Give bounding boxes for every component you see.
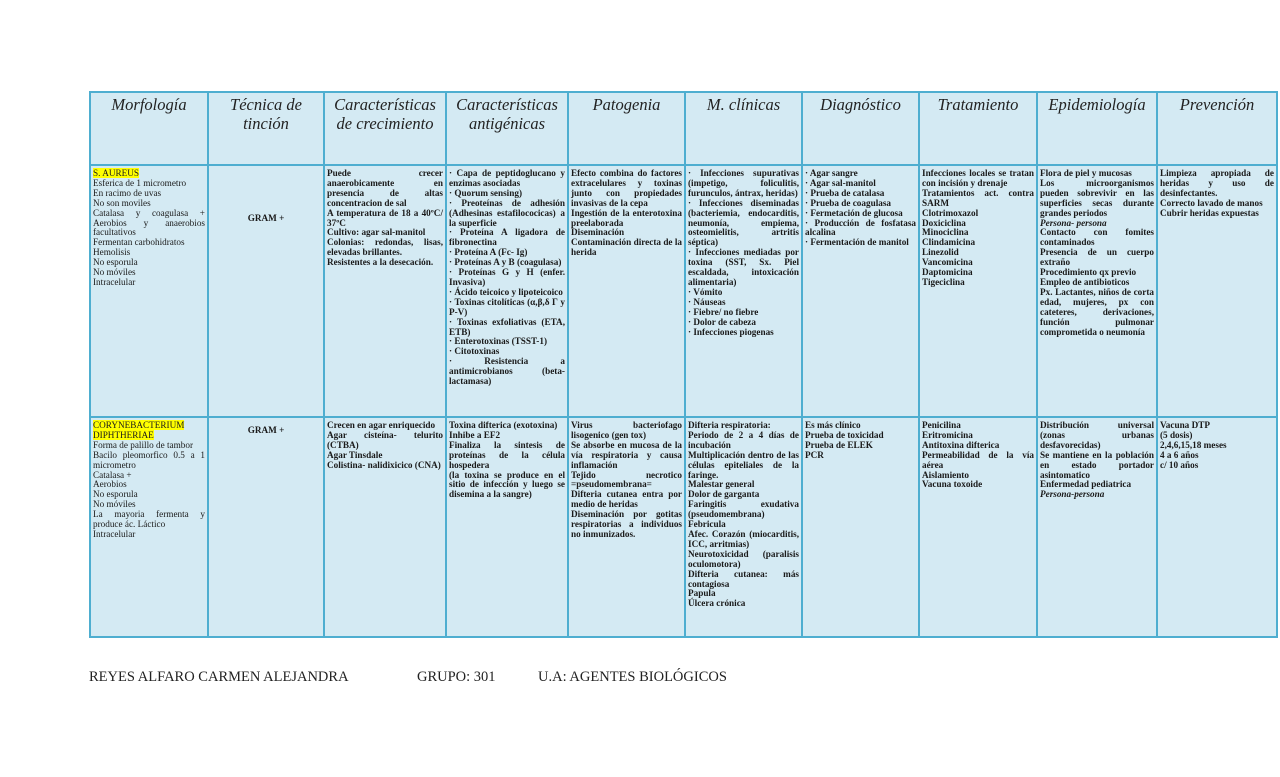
cell-line: Faringitis exudativa (pseudomembrana) <box>688 499 799 520</box>
cell-antigenicas <box>446 417 568 637</box>
header-epidemiologia: Epidemiología <box>1037 92 1157 165</box>
cell-line: Permeabilidad de la vía aérea <box>922 449 1034 470</box>
cell-line: Ingestión de la enterotoxina preelaborada <box>571 207 682 228</box>
organism-name: S. AUREUS <box>93 168 139 178</box>
cell-line: Catalasa y coagulasa + Aerobios y anaerobios facultativos <box>93 207 205 238</box>
cell-line: Bacilo pleomorfico 0.5 a 1 micrometro <box>93 449 205 470</box>
cell-line: · Resistencia a antimicrobianos (beta- lactamasa) <box>449 356 565 387</box>
cell-line: Infecciones locales se tratan con incisión y drenaje <box>922 168 1034 188</box>
header-morfologia: Morfología <box>90 92 208 165</box>
cell-line: Minociclina <box>922 227 969 238</box>
cell-line: Dolor de garganta <box>688 489 760 500</box>
cell-line: Aerobios <box>93 479 127 490</box>
cell-line: Papula <box>688 588 716 599</box>
cell-line: PCR <box>805 449 824 460</box>
cell-line: Correcto lavado de manos <box>1160 197 1263 208</box>
cell-line: Intracelular <box>93 528 136 539</box>
cell-line: Procedimiento qx previo <box>1040 267 1137 278</box>
group-label: GRUPO: 301 <box>417 669 496 685</box>
cell-line: c/ 10 años <box>1160 459 1199 470</box>
cell-line: Es más clínico <box>805 420 861 430</box>
cell-line: Los microorganismos pueden sobrevivir en las superficies secas durante grandes periodos <box>1040 177 1154 218</box>
cell-line: · Enterotoxinas (TSST-1) <box>449 336 548 347</box>
bacteria-summary-table <box>89 91 1278 638</box>
cell-line: Hemolisis <box>93 247 131 258</box>
cell-line: Finaliza la sintesis de proteínas de la célula hospedera <box>449 439 565 470</box>
cell-line: Vancomicina <box>922 257 973 268</box>
cell-line: No esporula <box>93 489 138 500</box>
cell-line: Resistentes a la desecación. <box>327 257 434 268</box>
cell-line: Agar cisteína- telurito (CTBA) <box>327 429 443 450</box>
cell-line: Colonias: redondas, lisas, elevadas brillantes. <box>327 237 443 258</box>
cell-line: · Proteína A (Fc- Ig) <box>449 247 528 258</box>
cell-line: Clindamicina <box>922 237 976 248</box>
cell-diagnostico <box>802 165 919 417</box>
cell-line: Crecen en agar enriquecido <box>327 420 436 430</box>
cell-morfologia <box>90 165 208 417</box>
cell-line: Px. Lactantes, niños de corta edad, mujeres, px con cateteres, derivaciones, función pulmonar comprometida o neumonía <box>1040 286 1154 337</box>
cell-line: Contaminación directa de la herida <box>571 237 682 258</box>
cell-diagnostico <box>802 417 919 637</box>
cell-epidemiologia <box>1037 417 1157 637</box>
cell-line: · Prueba de coagulasa <box>805 197 892 208</box>
author-name: REYES ALFARO CARMEN ALEJANDRA <box>89 669 349 685</box>
cell-line: · Náuseas <box>688 296 726 307</box>
cell-line: · Infecciones diseminadas (bacteriemia, endocarditis, neumonía, empiema, osteomielitis, artritis séptica) <box>688 197 799 248</box>
cell-line: · Infecciones mediadas por toxina (SST, Sx. Piel escaldada, intoxicación alimentaria) <box>688 247 799 287</box>
cell-line: No son moviles <box>93 197 151 208</box>
organism-name: CORYNEBACTERIUM DIPHTHERIAE <box>93 420 185 440</box>
cell-line: · Infecciones supurativas (impetigo, foliculitis, furunculos, ántrax, heridas) <box>688 168 799 198</box>
cell-tincion: GRAM + <box>208 417 324 637</box>
cell-line: · Capa de peptidoglucano y enzimas asociadas <box>449 168 565 188</box>
cell-line: · Dolor de cabeza <box>688 316 756 327</box>
cell-line: Intracelular <box>93 276 136 287</box>
cell-line: Periodo de 2 a 4 días de incubación <box>688 429 799 450</box>
header-antigenicas: Características antigénicas <box>446 92 568 165</box>
header-tecnica-tincion: Técnica de tinción <box>208 92 324 165</box>
cell-line: Colistina- nalidixicico (CNA) <box>327 459 441 470</box>
cell-line: Flora de piel y mucosas <box>1040 168 1132 178</box>
cell-morfologia <box>90 417 208 637</box>
cell-line: Difteria cutanea: más contagiosa <box>688 568 799 589</box>
cell-tratamiento <box>919 417 1037 637</box>
cell-crecimiento <box>324 417 446 637</box>
cell-line: Multiplicación dentro de las células epiteliales de la faringe. <box>688 449 799 480</box>
cell-line: Diseminación por gotitas respiratorias a individuos no inmunizados. <box>571 509 682 539</box>
cell-line: Daptomicina <box>922 267 973 278</box>
cell-line: Prueba de ELEK <box>805 439 873 450</box>
cell-line: Aislamiento <box>922 469 969 480</box>
cell-crecimiento <box>324 165 446 417</box>
cell-line: Efecto combina do factores extracelulares y toxinas junto con propiedades invasivas de la cepa <box>571 168 682 208</box>
cell-line: Doxiciclina <box>922 217 966 228</box>
cell-antigenicas <box>446 165 568 417</box>
cell-line: Clotrimoxazol <box>922 207 979 218</box>
cell-line: Esferica de 1 micrometro <box>93 177 187 188</box>
cell-line: No esporula <box>93 257 138 268</box>
cell-line: 2,4,6,15,18 meses <box>1160 439 1227 450</box>
cell-line: · Fermetación de glucosa <box>805 207 903 218</box>
cell-line: · Ácido teicoico y lipoteicoico <box>449 286 563 297</box>
cell-line: Persona- persona <box>1040 217 1107 228</box>
cell-line: Difteria cutanea entra por medio de heridas <box>571 489 682 510</box>
cell-epidemiologia <box>1037 165 1157 417</box>
cell-line: · Vómito <box>688 286 723 297</box>
cell-line: · Producción de fosfatasa alcalina <box>805 217 916 238</box>
cell-line: Linezolid <box>922 247 959 258</box>
cell-line: (la toxina se produce en el sitio de infección y luego se disemina a la sangre) <box>449 469 565 500</box>
cell-line: Antitoxina difterica <box>922 439 1000 450</box>
cell-tratamiento <box>919 165 1037 417</box>
cell-line: · Agar sal-manitol <box>805 177 876 188</box>
table-row-s-aureus <box>90 165 1277 417</box>
cell-line: Fermentan carbohidratos <box>93 237 185 248</box>
cell-line: Persona-persona <box>1040 489 1105 500</box>
cell-line: Se absorbe en mucosa de la vía respiratoria y causa inflamación <box>571 439 682 470</box>
cell-line: Neurotoxicidad (paralisis oculomotora) <box>688 548 799 569</box>
cell-line: Inhibe a EF2 <box>449 429 501 440</box>
header-clinicas: M. clínicas <box>685 92 802 165</box>
cell-line: Vacuna DTP <box>1160 420 1210 430</box>
cell-line: Forma de palillo de tambor <box>93 439 194 450</box>
cell-line: Toxina difterica (exotoxina) <box>449 420 558 430</box>
cell-patogenia <box>568 417 685 637</box>
cell-line: Contacto con fomites contaminados <box>1040 227 1154 248</box>
cell-line: · Prueba de catalasa <box>805 187 885 198</box>
cell-line: · Infecciones piogenas <box>688 326 774 337</box>
cell-line: Limpieza apropiada de heridas y uso de desinfectantes. <box>1160 168 1274 198</box>
cell-line: Distribución universal (zonas urbanas desfavorecidas) <box>1040 420 1154 450</box>
header-crecimiento: Características de crecimiento <box>324 92 446 165</box>
cell-line: · Proteína A ligadora de fibronectina <box>449 227 565 248</box>
cell-line: Úlcera crónica <box>688 598 746 609</box>
cell-line: Cubrir heridas expuestas <box>1160 207 1259 218</box>
cell-line: Virus bacteriofago lisogenico (gen tox) <box>571 420 682 440</box>
cell-clinicas <box>685 417 802 637</box>
cell-prevencion <box>1157 417 1277 637</box>
cell-line: · Toxinas exfoliativas (ETA, ETB) <box>449 316 565 337</box>
cell-line: Cultivo: agar sal-manitol <box>327 227 426 238</box>
cell-line: · Fermentación de manitol <box>805 237 909 248</box>
header-tratamiento: Tratamiento <box>919 92 1037 165</box>
table-row-corynebacterium <box>90 417 1277 637</box>
unit-label: U.A: AGENTES BIOLÓGICOS <box>538 669 727 685</box>
cell-line: En racimo de uvas <box>93 187 162 198</box>
cell-line: Se mantiene en la población en estado portador asintomatico <box>1040 449 1154 480</box>
cell-line: Afec. Corazón (miocarditis, ICC, arritmias) <box>688 528 799 549</box>
cell-line: La mayoria fermenta y produce ác. Láctico <box>93 509 205 530</box>
cell-line: Enfermedad pediatrica <box>1040 479 1132 490</box>
cell-tincion: GRAM + <box>208 165 324 417</box>
cell-line: · Proteínas G y H (enfer. Invasiva) <box>449 267 565 287</box>
cell-line: · Proteínas A y B (coagulasa) <box>449 257 562 268</box>
cell-line: Puede crecer anaerobicamente en presencia de altas concentracion de sal <box>327 168 443 208</box>
cell-line: Febricula <box>688 519 726 530</box>
cell-line: Eritromicina <box>922 429 973 440</box>
cell-line: A temperatura de 18 a 40ºC/ 37ºC <box>327 207 443 228</box>
header-patogenia: Patogenia <box>568 92 685 165</box>
cell-line: 4 a 6 años <box>1160 449 1199 460</box>
cell-line: Agar Tinsdale <box>327 449 383 460</box>
header-diagnostico: Diagnóstico <box>802 92 919 165</box>
cell-line: Penicilina <box>922 420 961 430</box>
cell-line: Tejido necrotico =pseudomembrana= <box>571 469 682 490</box>
cell-line: No móviles <box>93 499 136 510</box>
cell-line: Empleo de antibioticos <box>1040 276 1130 287</box>
document-footer <box>89 669 727 686</box>
cell-line: Prueba de toxicidad <box>805 429 884 440</box>
cell-prevencion <box>1157 165 1277 417</box>
cell-line: Vacuna toxoide <box>922 479 983 490</box>
cell-line: Diseminación <box>571 227 625 238</box>
cell-line: · Preoteínas de adhesión (Adhesinas estafilococicas) a la superficie <box>449 197 565 228</box>
cell-line: Tratamientos act. contra SARM <box>922 187 1034 208</box>
cell-line: Presencia de un cuerpo extraño <box>1040 247 1154 268</box>
cell-line: Malestar general <box>688 479 755 490</box>
cell-line: Catalasa + <box>93 469 132 480</box>
cell-line: No móviles <box>93 267 136 278</box>
cell-line: (5 dosis) <box>1160 429 1193 440</box>
header-row <box>90 92 1277 165</box>
cell-line: · Agar sangre <box>805 168 858 178</box>
header-prevencion: Prevención <box>1157 92 1277 165</box>
cell-line: · Citotoxinas <box>449 346 500 357</box>
cell-clinicas <box>685 165 802 417</box>
cell-line: · Fiebre/ no fiebre <box>688 306 759 317</box>
cell-patogenia <box>568 165 685 417</box>
cell-line: Difteria respiratoria: <box>688 420 771 430</box>
cell-line: · Quorum sensing) <box>449 187 523 198</box>
cell-line: · Toxinas citolíticas (α,β,δ Г y P-V) <box>449 296 565 317</box>
cell-line: Tigeciclina <box>922 276 965 287</box>
